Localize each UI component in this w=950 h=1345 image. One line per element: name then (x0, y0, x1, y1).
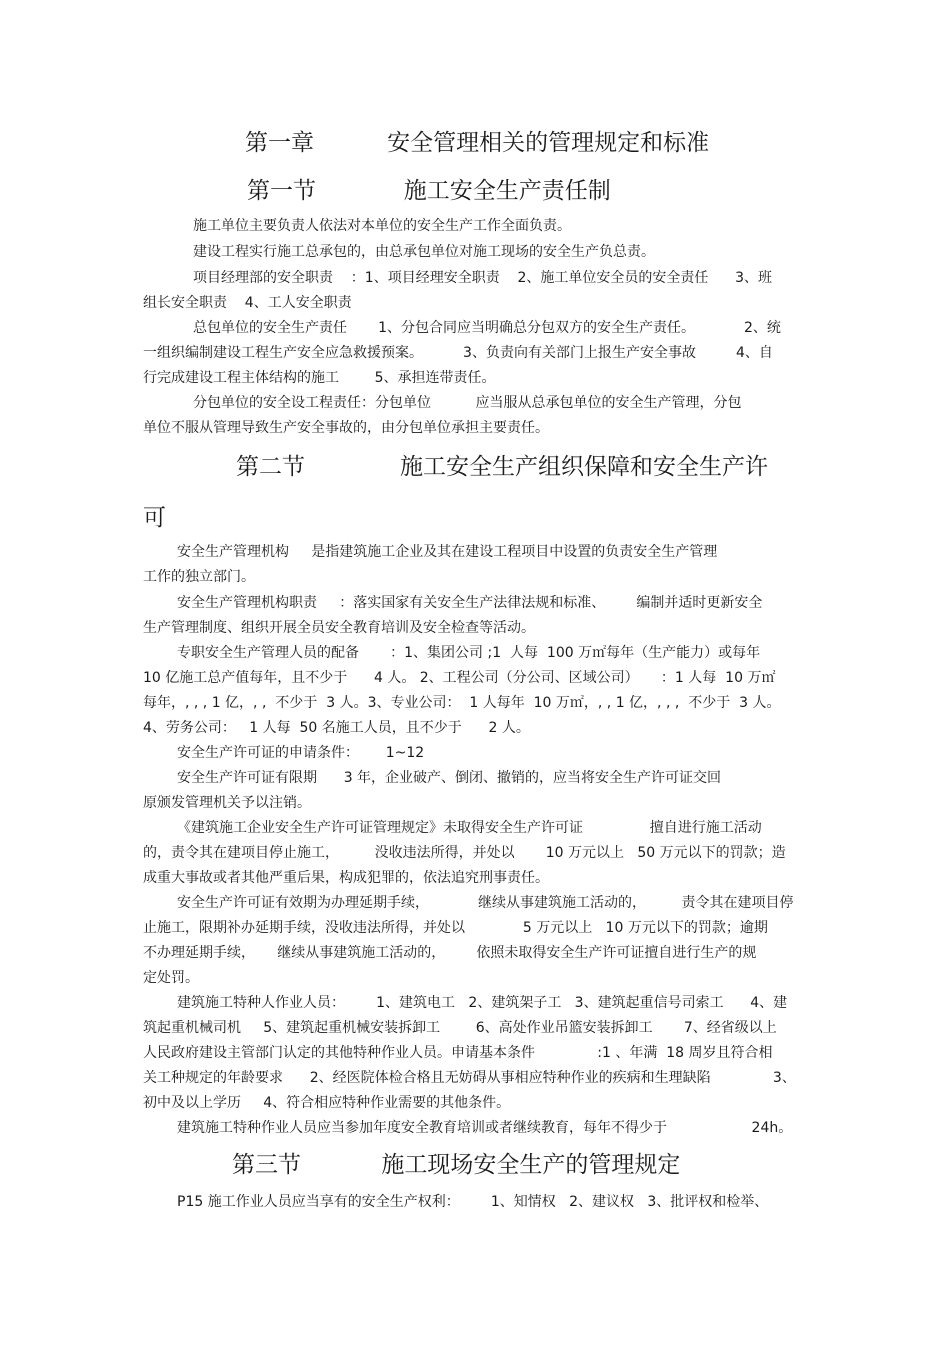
paragraph-line: 不办理延期手续， 继续从事建筑施工活动的， 依照未取得安全生产许可证擅自进行生产的规 (143, 945, 757, 961)
paragraph-line: 总包单位的安全生产责任 1、分包合同应当明确总分包双方的安全生产责任。 2、统 (193, 320, 781, 336)
paragraph-line: 安全生产许可证的申请条件： 1~12 (177, 745, 425, 761)
paragraph-line: 建设工程实行施工总承包的，由总承包单位对施工现场的安全生产负总责。 (193, 244, 655, 260)
paragraph-line: 人民政府建设主管部门认定的其他特种作业人员。申请基本条件 :1 、年满 18 周岁且符合相 (143, 1045, 773, 1061)
paragraph-line: P15 施工作业人员应当享有的安全生产权利： 1、知情权 2、建议权 3、批评权和检举、 (177, 1194, 769, 1210)
paragraph-line: 分包单位的安全设工程责任：分包单位 应当服从总承包单位的安全生产管理，分包 (193, 395, 742, 411)
paragraph-line: 原颁发管理机关予以注销。 (143, 795, 311, 811)
paragraph-line: 止施工，限期补办延期手续，没收违法所得，并处以 5 万元以上 10 万元以下的罚款；逾期 (143, 920, 768, 936)
paragraph-line: 施工单位主要负责人依法对本单位的安全生产工作全面负责。 (193, 218, 571, 234)
paragraph-line: 4、劳务公司： 1 人每 50 名施工人员，且不少于 2 人。 (143, 720, 530, 736)
section-2-title-continued: 可 (143, 505, 166, 531)
paragraph-line: 项目经理部的安全职责 ：1、项目经理安全职责 2、施工单位安全员的安全责任 3、班 (193, 270, 773, 286)
paragraph-line: 安全生产许可证有限期 3 年，企业破产、倒闭、撤销的，应当将安全生产许可证交回 (177, 770, 722, 786)
paragraph-line: 专职安全生产管理人员的配备 ：1、集团公司 ;1 人每 100 万㎡每年（生产能力）或每年 (177, 645, 761, 661)
paragraph-line: 安全生产管理机构职责 ：落实国家有关安全生产法律法规和标准、 编制并适时更新安全 (177, 595, 763, 611)
paragraph-line: 定处罚。 (143, 970, 199, 986)
paragraph-line: 行完成建设工程主体结构的施工 5、承担连带责任。 (143, 370, 496, 386)
paragraph-line: 组长安全职责 4、工人安全职责 (143, 295, 352, 311)
paragraph-line: 的，责令其在建项目停止施工， 没收违法所得，并处以 10 万元以上 50 万元以下的罚款；造 (143, 845, 786, 861)
paragraph-line: 工作的独立部门。 (143, 569, 255, 585)
paragraph-line: 建筑施工特种作业人员应当参加年度安全教育培训或者继续教育，每年不得少于 24h。 (177, 1120, 793, 1136)
paragraph-line: 筑起重机械司机 5、建筑起重机械安装拆卸工 6、高处作业吊篮安装拆卸工 7、经省级以上 (143, 1020, 777, 1036)
paragraph-line: 每年，, , , 1 亿，, , 不少于 3 人。3、专业公司： 1 人每年 10 万㎡，, , 1 亿，, , , 不少于 3 人。 (143, 695, 781, 711)
paragraph-line: 一组织编制建设工程生产安全应急救援预案。 3、负责向有关部门上报生产安全事故 4、自 (143, 345, 773, 361)
paragraph-line: 初中及以上学历 4、符合相应特种作业需要的其他条件。 (143, 1095, 511, 1111)
paragraph-line: 安全生产许可证有效期为办理延期手续， 继续从事建筑施工活动的， 责令其在建项目停 (177, 895, 794, 911)
chapter-title: 第一章 安全管理相关的管理规定和标准 (245, 130, 710, 156)
paragraph-line: 建筑施工特种人作业人员： 1、建筑电工 2、建筑架子工 3、建筑起重信号司索工 4、建 (177, 995, 788, 1011)
paragraph-line: 单位不服从管理导致生产安全事故的，由分包单位承担主要责任。 (143, 420, 549, 436)
paragraph-line: 关工种规定的年龄要求 2、经医院体检合格且无妨碍从事相应特种作业的疾病和生理缺陷 3、 (143, 1070, 796, 1086)
section-1-title: 第一节 施工安全生产责任制 (247, 178, 611, 204)
paragraph-line: 生产管理制度、组织开展全员安全教育培训及安全检查等活动。 (143, 620, 535, 636)
section-2-title: 第二节 施工安全生产组织保障和安全生产许 (236, 454, 769, 480)
paragraph-line: 安全生产管理机构 是指建筑施工企业及其在建设工程项目中设置的负责安全生产管理 (177, 544, 718, 560)
paragraph-line: 10 亿施工总产值每年，且不少于 4 人。 2、工程公司（分公司、区域公司） ：1 人每 10 万㎡ (143, 670, 776, 686)
section-3-title: 第三节 施工现场安全生产的管理规定 (232, 1152, 681, 1178)
paragraph-line: 成重大事故或者其他严重后果，构成犯罪的，依法追究刑事责任。 (143, 870, 549, 886)
paragraph-line: 《建筑施工企业安全生产许可证管理规定》未取得安全生产许可证 擅自进行施工活动 (177, 820, 762, 836)
